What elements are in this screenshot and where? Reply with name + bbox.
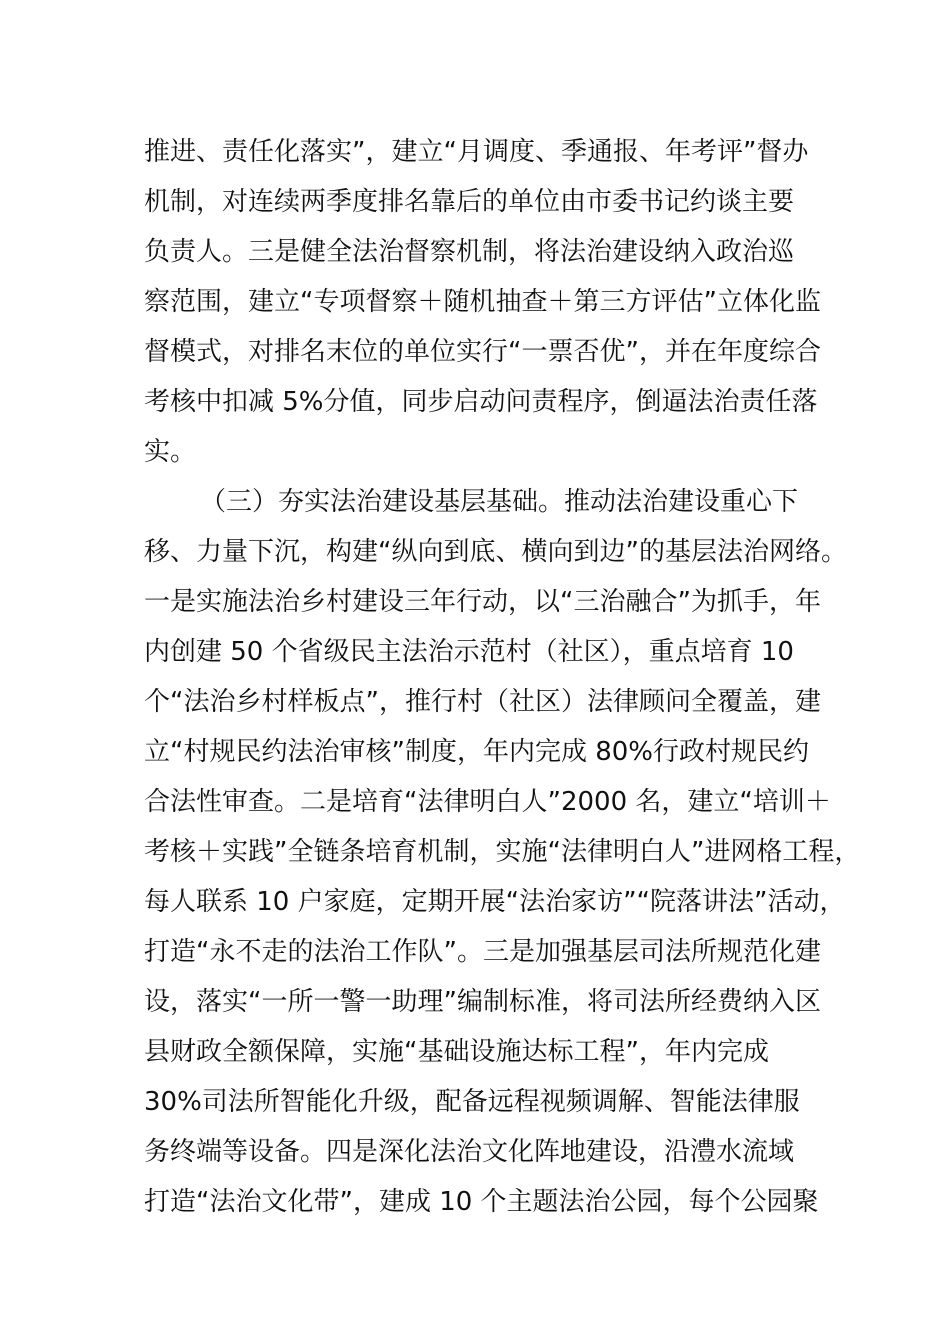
text-line: 负责人。三是健全法治督察机制，将法治建设纳入政治巡 bbox=[144, 237, 795, 267]
text-line: 一是实施法治乡村建设三年行动，以“三治融合”为抓手，年 bbox=[144, 587, 821, 617]
body-text bbox=[144, 127, 861, 1227]
text-line: 县财政全额保障，实施“基础设施达标工程”，年内完成 bbox=[144, 1037, 769, 1067]
text-line: 设，落实“一所一警一助理”编制标准，将司法所经费纳入区 bbox=[144, 987, 821, 1017]
text-line: 实。 bbox=[144, 437, 197, 467]
text-line: 个“法治乡村样板点”，推行村（社区）法律顾问全覆盖，建 bbox=[144, 687, 821, 717]
text-line: 移、力量下沉，构建“纵向到底、横向到边”的基层法治网络。 bbox=[144, 537, 847, 567]
text-line: 督模式，对排名末位的单位实行“一票否优”，并在年度综合 bbox=[144, 337, 821, 367]
text-line: 打造“法治文化带”，建成 10 个主题法治公园，每个公园聚 bbox=[144, 1187, 819, 1217]
text-line: 30%司法所智能化升级，配备远程视频调解、智能法律服 bbox=[144, 1087, 800, 1117]
text-line: 考核中扣减 5%分值，同步启动问责程序，倒逼法治责任落 bbox=[144, 387, 818, 417]
text-line: 考核＋实践”全链条培育机制，实施“法律明白人”进网格工程， bbox=[144, 837, 861, 867]
text-line: 打造“永不走的法治工作队”。三是加强基层司法所规范化建 bbox=[144, 937, 821, 967]
text-line: 机制，对连续两季度排名靠后的单位由市委书记约谈主要 bbox=[144, 187, 795, 217]
text-line: 察范围，建立“专项督察＋随机抽查＋第三方评估”立体化监 bbox=[144, 287, 821, 317]
text-line: 务终端等设备。四是深化法治文化阵地建设，沿澧水流域 bbox=[144, 1137, 795, 1167]
section-heading-line: （三）夯实法治建设基层基础。推动法治建设重心下 bbox=[200, 487, 799, 517]
text-line: 立“村规民约法治审核”制度，年内完成 80%行政村规民约 bbox=[144, 737, 809, 767]
text-line: 每人联系 10 户家庭，定期开展“法治家访”“院落讲法”活动， bbox=[144, 887, 846, 917]
text-line: 合法性审查。二是培育“法律明白人”2000 名，建立“培训＋ bbox=[144, 787, 831, 817]
text-line: 推进、责任化落实”，建立“月调度、季通报、年考评”督办 bbox=[144, 137, 809, 167]
text-line: 内创建 50 个省级民主法治示范村（社区），重点培育 10 bbox=[144, 637, 794, 667]
